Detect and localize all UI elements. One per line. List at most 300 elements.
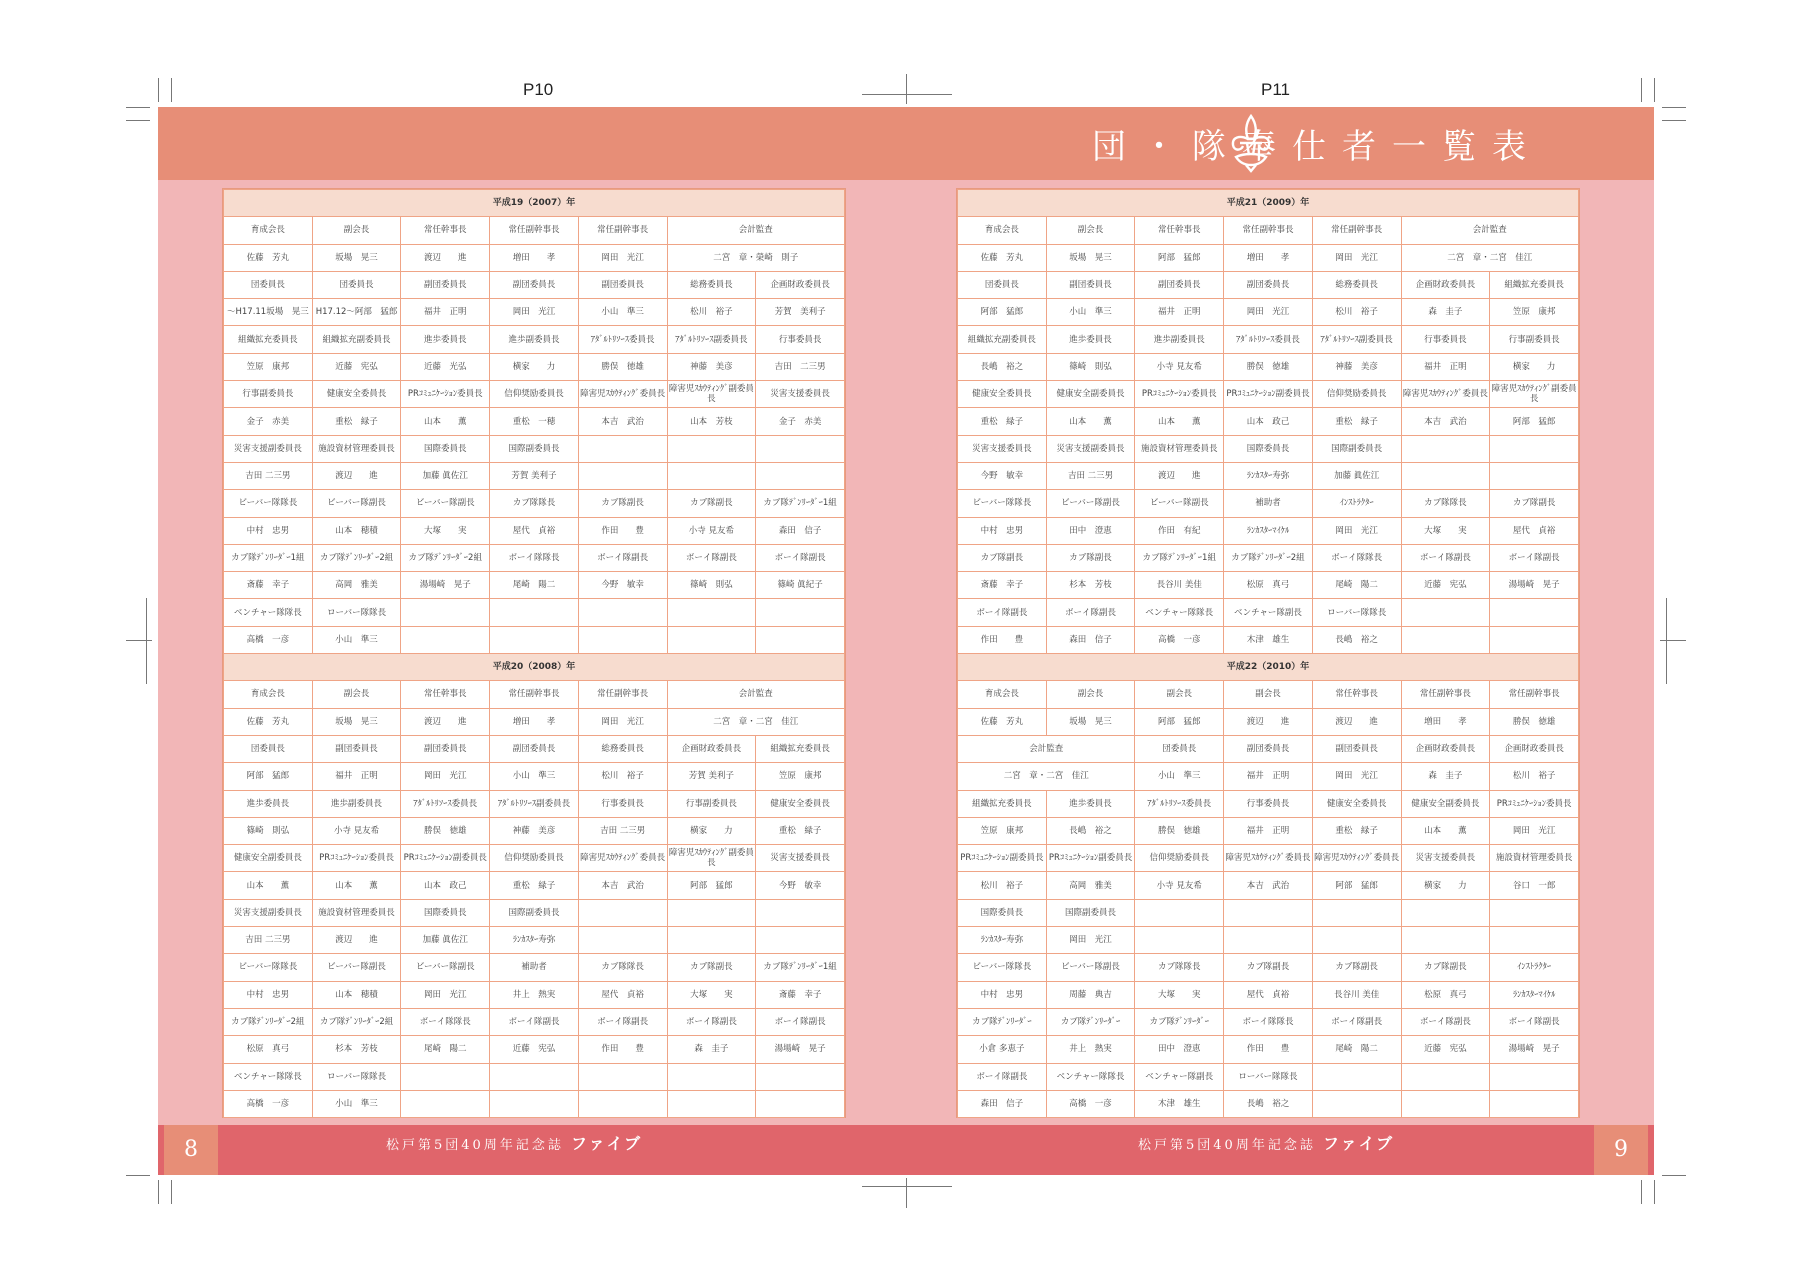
name-cell: H17.12～阿部 猛郎 — [312, 299, 401, 326]
name-cell: 小山 準三 — [312, 1090, 401, 1117]
name-cell: 作田 豊 — [958, 626, 1047, 653]
role-cell: 障害児ｽｶｳﾃｨﾝｸﾞ副委員長 — [667, 845, 756, 872]
role-cell: 健康安全副委員長 — [224, 845, 313, 872]
role-cell: ｱﾀﾞﾙﾄﾘｿｰｽ副委員長 — [490, 790, 579, 817]
name-cell: 松原 真弓 — [1224, 572, 1313, 599]
name-cell: 勝俣 徳雄 — [1224, 353, 1313, 380]
name-cell: 屋代 貞裕 — [490, 517, 579, 544]
role-cell: カブ隊ﾃﾞﾝﾘｰﾀﾞｰ1組 — [224, 544, 313, 571]
role-cell: 常任幹事長 — [1135, 217, 1224, 244]
name-cell: 高橋 一彦 — [1135, 626, 1224, 653]
year-header: 平成22（2010）年 — [958, 654, 1579, 681]
name-cell: 渡辺 進 — [312, 462, 401, 489]
name-cell — [1401, 1090, 1490, 1117]
role-cell: ボーイ隊副長 — [958, 1063, 1047, 1090]
role-cell: 企画財政委員長 — [1401, 271, 1490, 298]
role-cell: ｱﾀﾞﾙﾄﾘｿｰｽ委員長 — [401, 790, 490, 817]
role-cell: 進歩副委員長 — [312, 790, 401, 817]
role-cell: カブ隊副長 — [667, 954, 756, 981]
role-cell: 施設資材管理委員長 — [312, 435, 401, 462]
role-cell: ボーイ隊隊長 — [401, 1008, 490, 1035]
name-cell — [667, 626, 756, 653]
footer-title-left — [386, 1131, 642, 1154]
name-cell: 坂場 晃三 — [312, 244, 401, 271]
name-cell: 渡辺 進 — [1135, 462, 1224, 489]
role-cell: 副団委員長 — [312, 735, 401, 762]
role-cell: ボーイ隊副長 — [1490, 1008, 1579, 1035]
year-header: 平成21（2009）年 — [958, 190, 1579, 217]
table-row — [224, 872, 845, 899]
role-cell: 災害支援副委員長 — [224, 435, 313, 462]
role-cell: 常任副幹事長 — [578, 681, 667, 708]
name-cell: 横家 力 — [667, 817, 756, 844]
name-cell: 福井 正明 — [1224, 763, 1313, 790]
name-cell: 芳賀 美利子 — [490, 462, 579, 489]
name-cell: 松原 真弓 — [224, 1036, 313, 1063]
table-row — [224, 299, 845, 326]
name-cell: 阿部 猛郎 — [1135, 708, 1224, 735]
name-cell — [1224, 927, 1313, 954]
name-cell: 笠原 康邦 — [224, 353, 313, 380]
name-cell: 湯場崎 晃子 — [1490, 1036, 1579, 1063]
role-cell: ボーイ隊副長 — [1401, 1008, 1490, 1035]
name-cell: 小山 準三 — [490, 763, 579, 790]
role-cell: カブ隊隊長 — [1401, 490, 1490, 517]
table-row — [958, 599, 1579, 626]
name-cell: 勝俣 徳雄 — [401, 817, 490, 844]
role-cell: ビーバー隊副長 — [1135, 490, 1224, 517]
table-row — [224, 845, 845, 872]
role-cell: ベンチャー隊副長 — [1224, 599, 1313, 626]
name-cell: 篠崎 則弘 — [224, 817, 313, 844]
role-cell: 進歩委員長 — [1046, 790, 1135, 817]
role-cell — [756, 899, 845, 926]
role-cell: 信仰奨励委員長 — [490, 381, 579, 408]
role-cell: 障害児ｽｶｳﾃｨﾝｸﾞ委員長 — [578, 381, 667, 408]
name-cell — [667, 927, 756, 954]
name-cell: 松川 裕子 — [1312, 299, 1401, 326]
name-cell: 作田 豊 — [578, 517, 667, 544]
role-cell: 副団委員長 — [490, 735, 579, 762]
role-cell: 常任副幹事長 — [1224, 217, 1313, 244]
name-cell: 山本 芳枝 — [667, 408, 756, 435]
table-row — [224, 1008, 845, 1035]
role-cell: 国際委員長 — [958, 899, 1047, 926]
role-cell: 団委員長 — [958, 271, 1047, 298]
role-cell: 副会長 — [1224, 681, 1313, 708]
name-cell: 作田 豊 — [1224, 1036, 1313, 1063]
name-cell: 尾崎 陽二 — [490, 572, 579, 599]
name-cell: 長嶋 裕之 — [1312, 626, 1401, 653]
name-cell: 松川 裕子 — [958, 872, 1047, 899]
table-row — [958, 244, 1579, 271]
role-cell: PRｺﾐｭﾆｹｰｼｮﾝ委員長 — [401, 381, 490, 408]
name-cell: ﾗﾝｶｽﾀｰﾏｲｹﾙ — [1490, 981, 1579, 1008]
name-cell: 篠崎 則弘 — [1046, 353, 1135, 380]
table-row — [224, 326, 845, 353]
name-cell: 尾崎 陽二 — [401, 1036, 490, 1063]
role-cell: 副会長 — [1046, 681, 1135, 708]
role-cell: ボーイ隊副長 — [756, 1008, 845, 1035]
table-row — [224, 626, 845, 653]
role-cell: 常任副幹事長 — [490, 681, 579, 708]
name-cell: 山本 薫 — [1401, 817, 1490, 844]
table-row — [958, 708, 1579, 735]
role-cell — [578, 899, 667, 926]
name-cell: 勝俣 徳雄 — [1490, 708, 1579, 735]
footer-brand-right: ファイブ — [1322, 1134, 1395, 1153]
role-cell: 行事副委員長 — [1490, 326, 1579, 353]
name-cell: 増田 孝 — [1224, 244, 1313, 271]
role-cell — [1401, 435, 1490, 462]
name-cell — [1401, 626, 1490, 653]
name-cell: 佐藤 芳丸 — [224, 244, 313, 271]
name-cell: 阿部 猛郎 — [667, 872, 756, 899]
name-cell: 山本 穂積 — [312, 981, 401, 1008]
name-cell: 小山 準三 — [578, 299, 667, 326]
role-cell: 総務委員長 — [578, 735, 667, 762]
name-cell: 近藤 光弘 — [401, 353, 490, 380]
role-cell: カブ隊ﾃﾞﾝﾘｰﾀﾞｰ1組 — [1135, 544, 1224, 571]
table-row — [224, 899, 845, 926]
role-cell — [1490, 435, 1579, 462]
name-cell — [578, 626, 667, 653]
role-cell: ｱﾀﾞﾙﾄﾘｿｰｽ委員長 — [578, 326, 667, 353]
name-cell: 岡田 光江 — [578, 708, 667, 735]
table-row — [224, 244, 845, 271]
role-cell: ローバー隊隊長 — [312, 599, 401, 626]
name-cell: 尾崎 陽二 — [1312, 1036, 1401, 1063]
role-cell: 信仰奨励委員長 — [1135, 845, 1224, 872]
table-row — [958, 981, 1579, 1008]
table-row — [958, 381, 1579, 408]
table-row — [958, 1008, 1579, 1035]
name-cell — [490, 1090, 579, 1117]
role-cell: 国際委員長 — [401, 899, 490, 926]
name-cell: 長谷川 美佳 — [1312, 981, 1401, 1008]
table-row — [224, 1063, 845, 1090]
name-cell: 佐藤 芳丸 — [224, 708, 313, 735]
name-cell: 福井 正明 — [312, 763, 401, 790]
role-cell: 障害児ｽｶｳﾃｨﾝｸﾞ委員長 — [1401, 381, 1490, 408]
table-row — [958, 435, 1579, 462]
name-cell: 井上 熱実 — [1046, 1036, 1135, 1063]
name-cell: 今野 敏幸 — [756, 872, 845, 899]
name-cell: 神藤 美彦 — [667, 353, 756, 380]
footer-text-left: 松戸第5団40周年記念誌 — [386, 1138, 564, 1153]
role-cell: ビーバー隊副長 — [1046, 490, 1135, 517]
name-cell: 湯場崎 晃子 — [756, 1036, 845, 1063]
role-cell: ボーイ隊副長 — [958, 599, 1047, 626]
name-cell: 斎藤 幸子 — [224, 572, 313, 599]
name-cell: 渡辺 進 — [401, 244, 490, 271]
table-row — [224, 353, 845, 380]
role-cell: 副団委員長 — [401, 735, 490, 762]
name-cell: 重松 緑子 — [958, 408, 1047, 435]
name-cell: 中村 忠男 — [224, 981, 313, 1008]
name-cell: ﾗﾝｶｽﾀｰ寿弥 — [490, 927, 579, 954]
name-cell: 本吉 武治 — [1401, 408, 1490, 435]
role-cell: 団委員長 — [224, 271, 313, 298]
name-cell: 大塚 実 — [1135, 981, 1224, 1008]
name-cell: 横家 力 — [1401, 872, 1490, 899]
role-cell: 団委員長 — [312, 271, 401, 298]
role-cell — [578, 599, 667, 626]
role-cell — [578, 435, 667, 462]
table-row — [224, 435, 845, 462]
table-row — [224, 1036, 845, 1063]
name-cell: 福井 正明 — [1224, 817, 1313, 844]
role-cell: 行事委員長 — [1401, 326, 1490, 353]
role-cell: 進歩副委員長 — [490, 326, 579, 353]
role-cell: ローバー隊隊長 — [1224, 1063, 1313, 1090]
role-cell: 国際副委員長 — [1312, 435, 1401, 462]
role-cell: ビーバー隊副長 — [401, 490, 490, 517]
table-row — [958, 872, 1579, 899]
table-row — [224, 790, 845, 817]
role-cell: 常任幹事長 — [1312, 681, 1401, 708]
role-cell: カブ隊ﾃﾞﾝﾘｰﾀﾞｰ — [1135, 1008, 1224, 1035]
role-cell: 健康安全副委員長 — [1046, 381, 1135, 408]
table-row — [224, 572, 845, 599]
role-cell: ボーイ隊副長 — [578, 1008, 667, 1035]
name-cell — [490, 626, 579, 653]
role-cell — [401, 599, 490, 626]
name-cell — [756, 462, 845, 489]
table-row — [958, 299, 1579, 326]
table-row — [224, 954, 845, 981]
role-cell: 副会長 — [1046, 217, 1135, 244]
role-cell: カブ隊副長 — [958, 544, 1047, 571]
role-cell: 常任幹事長 — [401, 681, 490, 708]
role-cell: PRｺﾐｭﾆｹｰｼｮﾝ委員長 — [1490, 790, 1579, 817]
name-cell: 阿部 猛郎 — [224, 763, 313, 790]
table-row — [224, 927, 845, 954]
year-header-row — [958, 190, 1579, 217]
name-cell: 岡田 光江 — [578, 244, 667, 271]
table-row — [224, 490, 845, 517]
role-cell: 災害支援委員長 — [756, 845, 845, 872]
role-cell — [490, 599, 579, 626]
role-cell: 災害支援副委員長 — [224, 899, 313, 926]
role-cell: カブ隊副長 — [1224, 954, 1313, 981]
role-cell: カブ隊ﾃﾞﾝﾘｰﾀﾞｰ — [958, 1008, 1047, 1035]
name-cell: 吉田 二三男 — [578, 817, 667, 844]
name-cell: 横家 力 — [1490, 353, 1579, 380]
role-cell: 行事委員長 — [578, 790, 667, 817]
name-cell: ﾗﾝｶｽﾀｰ寿弥 — [958, 927, 1047, 954]
name-cell: 山本 薫 — [224, 872, 313, 899]
name-cell — [667, 462, 756, 489]
role-cell: ボーイ隊副長 — [1401, 544, 1490, 571]
role-cell — [578, 1063, 667, 1090]
table-row — [958, 845, 1579, 872]
name-cell: 近藤 宪弘 — [1401, 572, 1490, 599]
name-cell — [1312, 927, 1401, 954]
name-cell: 長嶋 裕之 — [1046, 817, 1135, 844]
role-cell: 総務委員長 — [667, 271, 756, 298]
name-cell: 大塚 実 — [1401, 517, 1490, 544]
name-cell: 今野 敏幸 — [958, 462, 1047, 489]
footer-text-right: 松戸第5団40周年記念誌 — [1138, 1138, 1316, 1153]
role-cell: ベンチャー隊隊長 — [1135, 599, 1224, 626]
name-cell: 阿部 猛郎 — [958, 299, 1047, 326]
year-header-row — [958, 654, 1579, 681]
role-cell: ボーイ隊副長 — [667, 544, 756, 571]
name-cell: 渡辺 進 — [312, 927, 401, 954]
role-cell — [1224, 899, 1313, 926]
role-cell: 災害支援副委員長 — [1046, 435, 1135, 462]
year-header-row — [224, 654, 845, 681]
role-cell: ベンチャー隊隊長 — [224, 1063, 313, 1090]
page-number-left: 8 — [164, 1125, 218, 1175]
name-cell: 勝俣 徳雄 — [1135, 817, 1224, 844]
role-cell: 信仰奨励委員長 — [1312, 381, 1401, 408]
name-cell: 山本 薫 — [312, 872, 401, 899]
name-cell: 松川 裕子 — [667, 299, 756, 326]
table-row — [958, 927, 1579, 954]
name-cell: 大塚 実 — [401, 517, 490, 544]
role-cell: 組織拡充委員長 — [756, 735, 845, 762]
role-cell: 組織拡充委員長 — [1490, 271, 1579, 298]
name-cell: 田中 澄恵 — [1046, 517, 1135, 544]
role-cell: カブ隊ﾃﾞﾝﾘｰﾀﾞｰ — [1046, 1008, 1135, 1035]
table-row — [958, 681, 1579, 708]
name-cell: 高岡 雅美 — [312, 572, 401, 599]
name-cell: 金子 赤美 — [756, 408, 845, 435]
role-cell: 障害児ｽｶｳﾃｨﾝｸﾞ副委員長 — [1490, 381, 1579, 408]
role-cell: ｱﾀﾞﾙﾄﾘｿｰｽ副委員長 — [1312, 326, 1401, 353]
table-row — [958, 462, 1579, 489]
role-cell: 副団委員長 — [1135, 271, 1224, 298]
name-cell: 谷口 一郎 — [1490, 872, 1579, 899]
name-cell: 中村 忠男 — [958, 517, 1047, 544]
name-cell: 佐藤 芳丸 — [958, 708, 1047, 735]
role-cell: ボーイ隊隊長 — [1224, 1008, 1313, 1035]
role-cell: 災害支援委員長 — [756, 381, 845, 408]
role-cell — [401, 1063, 490, 1090]
name-cell: 屋代 貞裕 — [1490, 517, 1579, 544]
role-cell: ビーバー隊副長 — [312, 954, 401, 981]
role-cell: ボーイ隊副長 — [578, 544, 667, 571]
role-cell: 副団委員長 — [1046, 271, 1135, 298]
name-cell: 坂場 晃三 — [1046, 244, 1135, 271]
role-cell: 国際副委員長 — [490, 899, 579, 926]
role-cell: 常任副幹事長 — [1490, 681, 1579, 708]
role-cell — [1401, 1063, 1490, 1090]
role-cell: 組織拡充副委員長 — [312, 326, 401, 353]
role-cell: 副会長 — [1135, 681, 1224, 708]
role-cell: 常任副幹事長 — [490, 217, 579, 244]
role-cell: 災害支援委員長 — [1401, 845, 1490, 872]
name-cell: 今野 敏幸 — [578, 572, 667, 599]
name-cell: 岡田 光江 — [401, 763, 490, 790]
name-cell: 笠原 康邦 — [1490, 299, 1579, 326]
year-header: 平成19（2007）年 — [224, 190, 845, 217]
role-cell: 育成会長 — [224, 217, 313, 244]
name-cell: 重松 緑子 — [490, 872, 579, 899]
name-cell: 屋代 貞裕 — [578, 981, 667, 1008]
role-cell: ビーバー隊副長 — [401, 954, 490, 981]
role-cell: ｲﾝｽﾄﾗｸﾀｰ — [1312, 490, 1401, 517]
name-cell: 山本 政己 — [401, 872, 490, 899]
role-cell: PRｺﾐｭﾆｹｰｼｮﾝ副委員長 — [1224, 381, 1313, 408]
role-cell: ビーバー隊隊長 — [224, 490, 313, 517]
role-cell — [1490, 899, 1579, 926]
name-cell: 二宮 章・二宮 佳江 — [667, 708, 844, 735]
table-row — [224, 381, 845, 408]
table-row — [958, 817, 1579, 844]
name-cell: 森田 信子 — [958, 1090, 1047, 1117]
name-cell: 二宮 章・二宮 佳江 — [1401, 244, 1578, 271]
name-cell: 岡田 光江 — [1312, 763, 1401, 790]
role-cell — [1401, 899, 1490, 926]
name-cell: 小寺 見友希 — [312, 817, 401, 844]
table-row — [958, 763, 1579, 790]
role-cell: カブ隊副長 — [667, 490, 756, 517]
name-cell: 森 圭子 — [1401, 299, 1490, 326]
name-cell — [1490, 927, 1579, 954]
role-cell: 常任副幹事長 — [1312, 217, 1401, 244]
name-cell: 福井 正明 — [1401, 353, 1490, 380]
name-cell: 大塚 実 — [667, 981, 756, 1008]
table-row — [224, 708, 845, 735]
name-cell: 中村 忠男 — [224, 517, 313, 544]
name-cell: 近藤 宪弘 — [312, 353, 401, 380]
name-cell: 小倉 多恵子 — [958, 1036, 1047, 1063]
role-cell: 災害支援委員長 — [958, 435, 1047, 462]
name-cell: 山本 政己 — [1224, 408, 1313, 435]
role-cell: PRｺﾐｭﾆｹｰｼｮﾝ副委員長 — [1046, 845, 1135, 872]
role-cell: PRｺﾐｭﾆｹｰｼｮﾝ副委員長 — [401, 845, 490, 872]
role-cell: 健康安全委員長 — [1312, 790, 1401, 817]
name-cell: 山本 薫 — [1046, 408, 1135, 435]
name-cell: 笠原 康邦 — [756, 763, 845, 790]
name-cell: 佐藤 芳丸 — [958, 244, 1047, 271]
role-cell: 副団委員長 — [578, 271, 667, 298]
name-cell: 杉本 芳枝 — [1046, 572, 1135, 599]
role-cell: ｲﾝｽﾄﾗｸﾀｰ — [1490, 954, 1579, 981]
role-cell: ビーバー隊副長 — [312, 490, 401, 517]
name-cell: 本吉 武治 — [1224, 872, 1313, 899]
name-cell: 長嶋 裕之 — [1224, 1090, 1313, 1117]
role-cell: ｱﾀﾞﾙﾄﾘｿｰｽ副委員長 — [667, 326, 756, 353]
name-cell: 岡田 光江 — [1224, 299, 1313, 326]
role-cell: 会計監査 — [667, 217, 844, 244]
name-cell: 吉田 二三男 — [224, 927, 313, 954]
roster-table-left — [223, 189, 845, 1118]
role-cell: カブ隊ﾃﾞﾝﾘｰﾀﾞｰ2組 — [401, 544, 490, 571]
role-cell — [1401, 599, 1490, 626]
name-cell: 小寺 見友希 — [1135, 353, 1224, 380]
name-cell: 松原 真弓 — [1401, 981, 1490, 1008]
role-cell: 補助者 — [490, 954, 579, 981]
name-cell: 小寺 見友希 — [667, 517, 756, 544]
name-cell: 勝俣 徳雄 — [578, 353, 667, 380]
role-cell: 育成会長 — [958, 217, 1047, 244]
name-cell: 増田 孝 — [1401, 708, 1490, 735]
name-cell: 近藤 宪弘 — [1401, 1036, 1490, 1063]
name-cell: 高岡 雅美 — [1046, 872, 1135, 899]
name-cell: 中村 忠男 — [958, 981, 1047, 1008]
role-cell: 会計監査 — [667, 681, 844, 708]
role-cell: 進歩委員長 — [1046, 326, 1135, 353]
role-cell: 行事委員長 — [756, 326, 845, 353]
name-cell — [401, 626, 490, 653]
role-cell: 健康安全委員長 — [958, 381, 1047, 408]
name-cell: 増田 孝 — [490, 244, 579, 271]
role-cell: ベンチャー隊隊長 — [1046, 1063, 1135, 1090]
